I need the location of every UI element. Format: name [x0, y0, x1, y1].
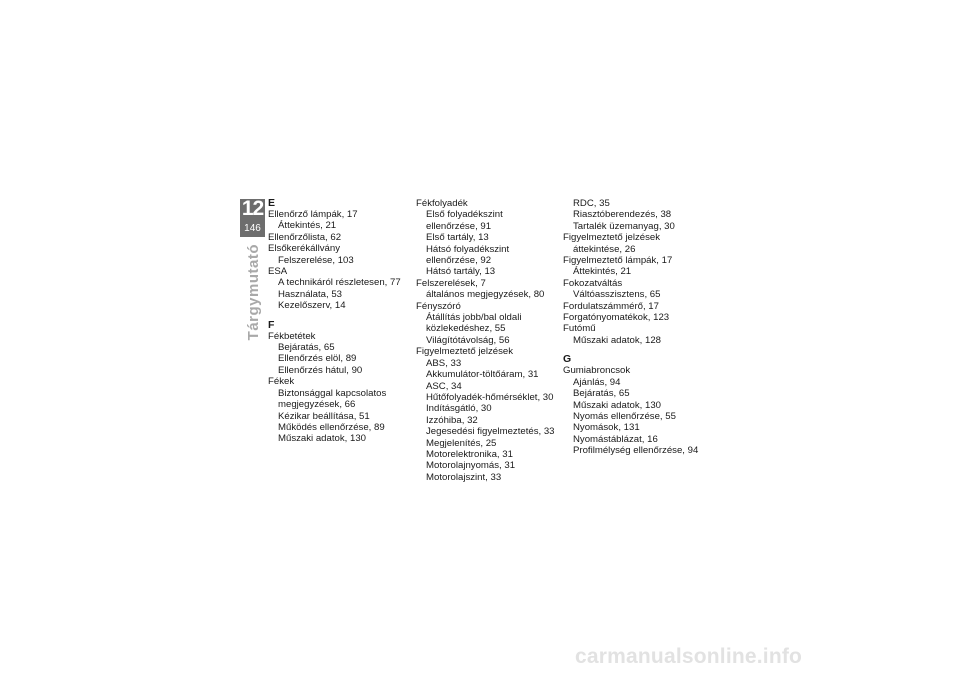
index-subentry: általános megjegyzések, 80	[426, 289, 545, 301]
index-entry: Elsőkerékállvány	[268, 243, 340, 255]
index-subentry: A technikáról részletesen, 77	[278, 277, 401, 289]
index-subentry: Nyomástáblázat, 16	[573, 433, 658, 445]
section-title-vertical	[245, 244, 262, 340]
index-subentry: Kézikar beállítása, 51	[278, 410, 370, 422]
index-letter-heading: G	[563, 353, 572, 366]
index-subentry: Ellenőrzés hátul, 90	[278, 364, 363, 376]
index-subentry: Izzóhiba, 32	[426, 414, 478, 426]
index-entry: Fékek	[268, 376, 295, 388]
index-subentry: Átállítás jobb/bal oldali	[426, 312, 522, 324]
index-subentry: Jegesedési figyelmeztetés, 33	[426, 426, 555, 438]
index-subentry: Műszaki adatok, 130	[278, 433, 366, 445]
index-column-2	[416, 198, 561, 483]
index-entry: Fordulatszámmérő, 17	[563, 300, 659, 312]
index-subentry: Első tartály, 13	[426, 232, 489, 244]
index-subentry: Műszaki adatok, 128	[573, 334, 661, 346]
index-entry: Figyelmeztető jelzések	[563, 232, 661, 244]
index-subentry: Váltóasszisztens, 65	[573, 289, 661, 301]
index-entry: Fékbetétek	[268, 330, 316, 342]
index-subentry: Bejáratás, 65	[278, 342, 335, 354]
index-subentry: Tartalék üzemanyag, 30	[573, 220, 675, 232]
index-subentry: Motorolajszint, 33	[426, 471, 502, 483]
index-letter-heading: E	[268, 197, 276, 209]
index-subentry: Nyomás ellenőrzése, 55	[573, 410, 676, 422]
index-entry: ESA	[268, 266, 288, 278]
index-subentry: Biztonsággal kapcsolatos	[278, 387, 387, 399]
index-entry: Fékfolyadék	[416, 198, 468, 209]
index-subentry: Motorolajnyomás, 31	[426, 460, 516, 472]
index-subentry: Bejáratás, 65	[573, 388, 630, 400]
index-column-1	[268, 198, 408, 445]
index-subentry: Használata, 53	[278, 288, 342, 300]
index-subentry: közlekedéshez, 55	[426, 323, 506, 335]
index-subentry: ASC, 34	[426, 380, 462, 392]
index-subentry: Riasztóberendezés, 38	[573, 209, 672, 221]
index-subentry: ellenőrzése, 91	[426, 220, 492, 232]
index-subentry: Motorelektronika, 31	[426, 448, 513, 460]
index-entry: Figyelmeztető jelzések	[416, 346, 514, 358]
index-subentry: Első folyadékszint	[426, 209, 503, 221]
index-subentry: Ellenőrzés elöl, 89	[278, 353, 357, 365]
index-subentry: RDC, 35	[573, 198, 610, 209]
index-subentry: Hűtőfolyadék-hőmérséklet, 30	[426, 391, 554, 403]
watermark: carmanualsonline.info	[575, 645, 803, 668]
index-subentry: Hátsó folyadékszint	[426, 243, 510, 255]
index-subentry: Felszerelése, 103	[278, 254, 354, 266]
index-subentry: Műszaki adatok, 130	[573, 399, 661, 411]
index-subentry: Működés ellenőrzése, 89	[278, 421, 385, 433]
index-subentry: Világítótávolság, 56	[426, 334, 510, 346]
index-entry: Figyelmeztető lámpák, 17	[563, 255, 673, 267]
index-subentry: megjegyzések, 66	[278, 399, 356, 411]
index-subentry: Megjelenítés, 25	[426, 437, 497, 449]
chapter-badge	[240, 199, 265, 237]
index-subentry: Indításgátló, 30	[426, 403, 492, 415]
index-entry: Ellenőrző lámpák, 17	[268, 209, 358, 220]
index-entry: Fokozatváltás	[563, 277, 623, 289]
section-title: Tárgymutató	[245, 244, 262, 341]
index-entry: Forgatónyomatékok, 123	[563, 312, 670, 324]
index-subentry: Akkumulátor-töltőáram, 31	[426, 369, 539, 381]
chapter-number: 12	[241, 197, 264, 220]
index-subentry: Áttekintés, 21	[278, 220, 337, 232]
index-column-3	[563, 198, 708, 457]
index-subentry: Profilmélység ellenőrzése, 94	[573, 445, 699, 457]
index-subentry: Áttekintés, 21	[573, 266, 632, 278]
index-entry: Felszerelések, 7	[416, 277, 486, 289]
index-subentry: Kezelőszerv, 14	[278, 300, 346, 312]
index-subentry: áttekintése, 26	[573, 243, 636, 255]
index-subentry: Ajánlás, 94	[573, 376, 621, 388]
index-subentry: ABS, 33	[426, 357, 462, 369]
page-number: 146	[244, 223, 261, 234]
index-entry: Futómű	[563, 323, 596, 335]
index-subentry: ellenőrzése, 92	[426, 255, 492, 267]
index-entry: Gumiabroncsok	[563, 365, 631, 377]
index-subentry: Hátsó tartály, 13	[426, 266, 496, 278]
index-letter-heading: F	[268, 318, 275, 331]
index-subentry: Nyomások, 131	[573, 422, 640, 434]
index-entry: Ellenőrzőlista, 62	[268, 231, 342, 243]
index-entry: Fényszóró	[416, 300, 461, 312]
